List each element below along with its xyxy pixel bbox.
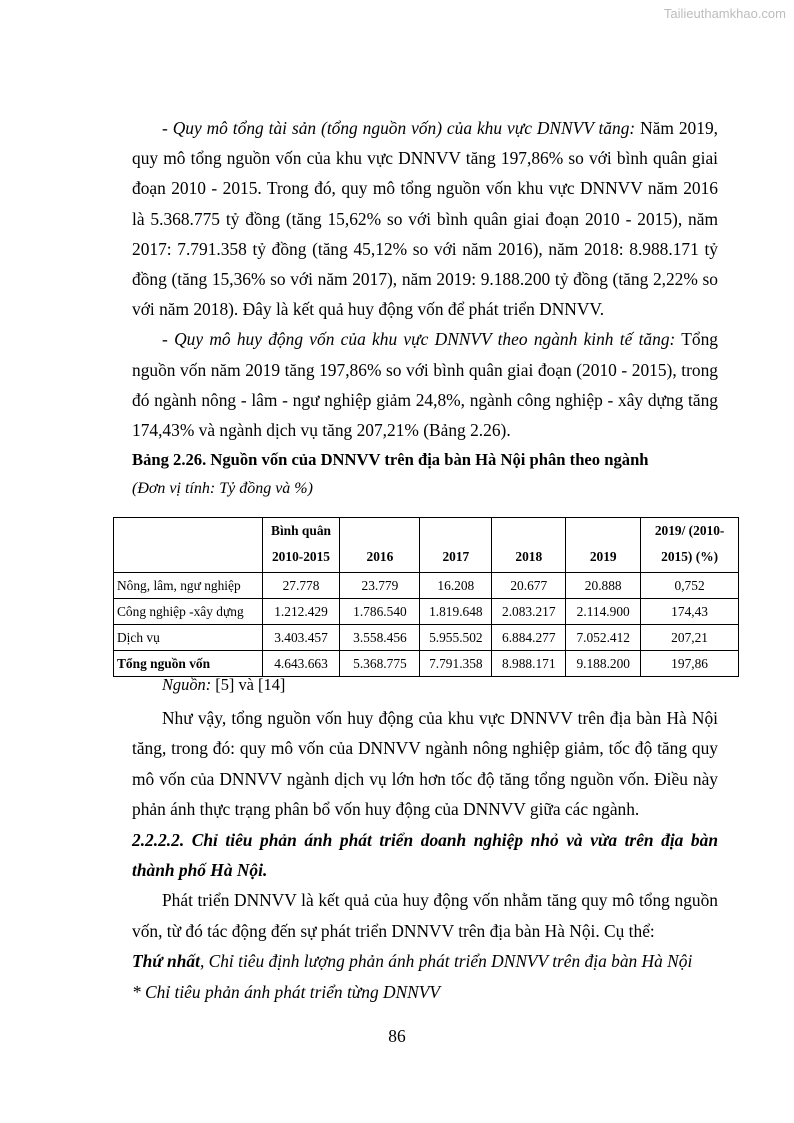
header-cell: 2019/ (2010- 2015) (%)	[641, 518, 739, 573]
table-source	[162, 674, 285, 696]
paragraph-text: Năm 2019, quy mô tổng nguồn vốn của khu vực DNNVV tăng 197,86% so với bình quân giai đoạn 2010 - 2015. Trong đó, quy mô tổng nguồn vốn khu vực DNNVV năm 2016 là 5.368.775 tỷ đồng (tăng 15,62% so với bình quân giai đoạn 2010 - 2015), năm 2017: 7.791.358 tỷ đồng (tăng 45,12% so với năm 2016), năm 2018: 8.988.171 tỷ đồng (tăng 15,36% so với năm 2017), năm 2019: 9.188.200 tỷ đồng (tăng 2,22% so với năm 2018). Đây là kết quả huy động vốn để phát triển DNNVV.	[132, 118, 718, 320]
table-row	[114, 599, 739, 625]
table-cell: 2.083.217	[492, 599, 566, 625]
table-cell: 9.188.200	[566, 651, 641, 677]
table-unit: (Đơn vị tính: Tỷ đồng và %)	[132, 480, 313, 498]
table-cell: 20.677	[492, 573, 566, 599]
table-cell: 4.643.663	[262, 651, 340, 677]
table-cell: Nông, lâm, ngư nghiệp	[114, 573, 263, 599]
table-cell: Công nghiệp -xây dựng	[114, 599, 263, 625]
section-heading: 2.2.2.2. Chỉ tiêu phản ánh phát triển doanh nghiệp nhỏ và vừa trên địa bàn thành phố Hà Nội.	[132, 829, 718, 881]
paragraph-indicator: * Chỉ tiêu phản ánh phát triển từng DNNVV	[132, 981, 441, 1002]
watermark: Tailieuthamkhao.com	[663, 6, 786, 21]
table-total-row	[114, 651, 739, 677]
table-cell: 1.786.540	[340, 599, 420, 625]
paragraph-lead: Thứ nhất	[132, 951, 200, 972]
table-cell: 20.888	[566, 573, 641, 599]
paragraph-capital-by-sector	[132, 324, 718, 445]
table-caption: Bảng 2.26. Nguồn vốn của DNNVV trên địa bàn Hà Nội phân theo ngành	[132, 450, 649, 470]
source-label: Nguồn:	[162, 675, 212, 694]
body-text-bottom	[132, 703, 718, 1007]
paragraph-lead: - Quy mô huy động vốn của khu vực DNNVV theo ngành kinh tế tăng:	[162, 329, 676, 350]
table-cell: 2.114.900	[566, 599, 641, 625]
header-cell: 2019	[566, 518, 641, 573]
table-cell: 27.778	[262, 573, 340, 599]
table-header-row	[114, 518, 739, 573]
table-cell: 16.208	[420, 573, 492, 599]
paragraph-first	[132, 946, 718, 976]
header-cell: 2017	[420, 518, 492, 573]
source-text: [5] và [14]	[211, 675, 286, 694]
paragraph-total-assets	[132, 113, 718, 324]
paragraph-development: Phát triển DNNVV là kết quả của huy động vốn nhằm tăng quy mô tổng nguồn vốn, từ đó tác động đến sự phát triển DNNVV trên địa bàn Hà Nội. Cụ thể:	[132, 890, 718, 941]
paragraph-text: Tổng nguồn vốn năm 2019 tăng 197,86% so với bình quân giai đoạn (2010 - 2015), trong đó ngành nông - lâm - ngư nghiệp giảm 24,8%, ngành công nghiệp - xây dựng tăng 174,43% và ngành dịch vụ tăng 207,21% (Bảng 2.26).	[132, 329, 718, 441]
header-cell: Bình quân 2010-2015	[262, 518, 340, 573]
table-cell: 23.779	[340, 573, 420, 599]
table-cell: 0,752	[641, 573, 739, 599]
header-cell: 2018	[492, 518, 566, 573]
table-cell: Tổng nguồn vốn	[114, 651, 263, 677]
table-cell: 3.403.457	[262, 625, 340, 651]
table-cell: 7.791.358	[420, 651, 492, 677]
table-cell: 197,86	[641, 651, 739, 677]
table-row	[114, 625, 739, 651]
header-cell: 2016	[340, 518, 420, 573]
table-cell: 1.819.648	[420, 599, 492, 625]
header-cell	[114, 518, 263, 573]
table-cell: 5.368.775	[340, 651, 420, 677]
paragraph-text: , Chỉ tiêu định lượng phản ánh phát triển DNNVV trên địa bàn Hà Nội	[199, 951, 693, 972]
table-cell: 3.558.456	[340, 625, 420, 651]
table-cell: 7.052.412	[566, 625, 641, 651]
capital-table	[113, 517, 739, 677]
table-cell: 5.955.502	[420, 625, 492, 651]
table-cell: 6.884.277	[492, 625, 566, 651]
table-row	[114, 573, 739, 599]
table-cell: Dịch vụ	[114, 625, 263, 651]
paragraph-summary: Như vậy, tổng nguồn vốn huy động của khu vực DNNVV trên địa bàn Hà Nội tăng, trong đó: quy mô vốn của DNNVV ngành nông nghiệp giảm, tốc độ tăng quy mô vốn của DNNVV ngành dịch vụ lớn hơn tốc độ tăng tổng nguồn vốn. Điều này phản ánh thực trạng phân bổ vốn huy động của DNNVV giữa các ngành.	[132, 708, 718, 820]
paragraph-lead: - Quy mô tổng tài sản (tổng nguồn vốn) của khu vực DNNVV tăng:	[162, 118, 636, 138]
table-cell: 1.212.429	[262, 599, 340, 625]
body-text-top	[132, 113, 718, 503]
table-cell: 207,21	[641, 625, 739, 651]
table-cell: 174,43	[641, 599, 739, 625]
table-cell: 8.988.171	[492, 651, 566, 677]
page-number: 86	[388, 1026, 406, 1046]
